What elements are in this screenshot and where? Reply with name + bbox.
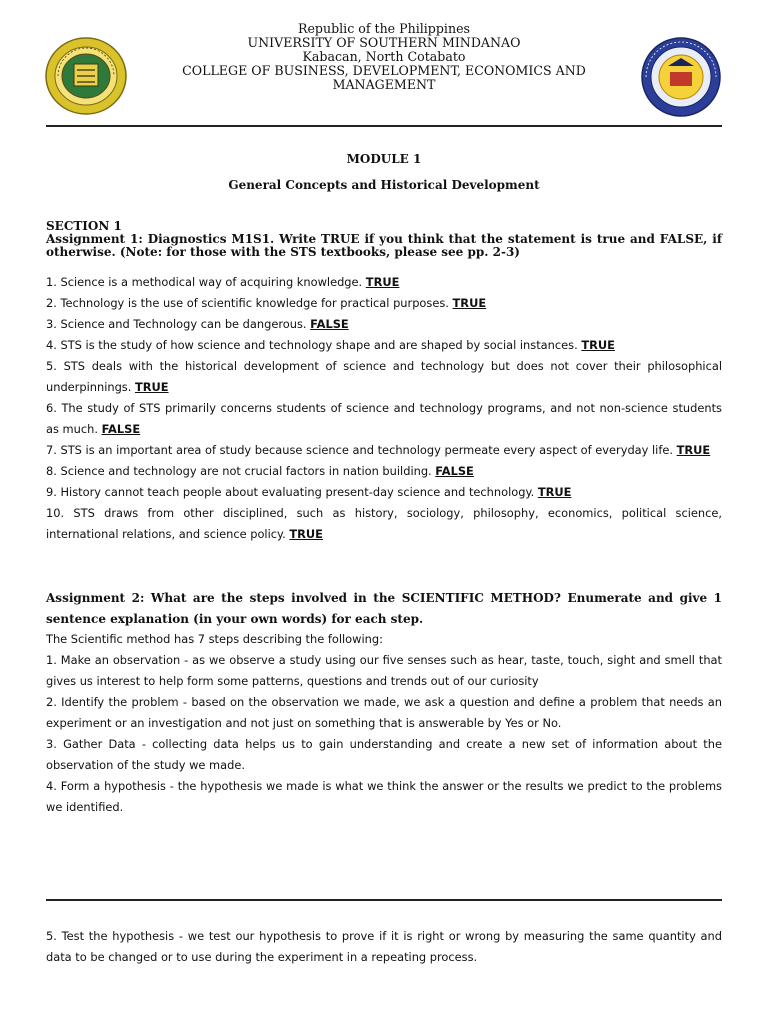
list-item: 1. Science is a methodical way of acquiring knowledge. TRUE bbox=[46, 275, 400, 289]
cbdem-seal-icon bbox=[640, 36, 722, 118]
list-item: 8. Science and technology are not crucial factors in nation building. FALSE bbox=[46, 464, 474, 478]
answer-badge: TRUE bbox=[676, 443, 711, 457]
header-divider bbox=[46, 125, 722, 127]
module-subtitle: General Concepts and Historical Development bbox=[228, 178, 540, 192]
assignment-1-items bbox=[46, 272, 722, 545]
list-item: 2. Technology is the use of scientific knowledge for practical purposes. TRUE bbox=[46, 296, 487, 310]
list-item: 1. Make an observation - as we observe a study using our five senses such as hear, taste, touch, sight and smell that gives us interest to help form some patterns, questions and trends out of our curiosity bbox=[46, 653, 722, 688]
header-text-block bbox=[150, 22, 618, 92]
list-item: 6. The study of STS primarily concerns students of science and technology programs, and not non-science students as much. FALSE bbox=[46, 401, 722, 436]
usm-seal-icon bbox=[44, 36, 128, 116]
answer-badge: FALSE bbox=[435, 464, 474, 478]
assignment-2-intro: The Scientific method has 7 steps describing the following: bbox=[46, 632, 383, 646]
answer-badge: TRUE bbox=[289, 527, 323, 541]
university-seal-logo bbox=[44, 36, 128, 116]
module-title: MODULE 1 bbox=[346, 152, 422, 166]
list-item: 3. Gather Data - collecting data helps us to gain understanding and create a new set of information about the observation of the study we made. bbox=[46, 737, 722, 772]
list-item: 4. Form a hypothesis - the hypothesis we made is what we think the answer or the results we predict to the problems we identified. bbox=[46, 779, 722, 814]
answer-badge: TRUE bbox=[537, 485, 572, 499]
list-item: 10. STS draws from other disciplined, such as history, sociology, philosophy, economics, political science, international relations, and science policy. TRUE bbox=[46, 506, 722, 541]
answer-badge: TRUE bbox=[452, 296, 487, 310]
header-republic: Republic of the Philippines bbox=[297, 21, 470, 36]
answer-badge: TRUE bbox=[365, 275, 400, 289]
header-college-cont: MANAGEMENT bbox=[332, 77, 436, 92]
answer-badge: TRUE bbox=[134, 380, 169, 394]
list-item: 9. History cannot teach people about evaluating present-day science and technology. TRUE bbox=[46, 485, 572, 499]
header-location: Kabacan, North Cotabato bbox=[302, 49, 466, 64]
list-item: 5. Test the hypothesis - we test our hypothesis to prove if it is right or wrong by measuring the same quantity and data to be changed or to use during the experiment in a repeating process. bbox=[46, 929, 722, 964]
list-item: 7. STS is an important area of study because science and technology permeate every aspect of everyday life. TRUE bbox=[46, 443, 711, 457]
page-break-divider bbox=[46, 899, 722, 901]
list-item: 4. STS is the study of how science and technology shape and are shaped by social instances. TRUE bbox=[46, 338, 615, 352]
answer-badge: FALSE bbox=[101, 422, 141, 436]
list-item: 2. Identify the problem - based on the observation we made, we ask a question and define a problem that needs an experiment or an investigation and not just on something that is answerable by Yes or No. bbox=[46, 695, 722, 730]
answer-badge: FALSE bbox=[310, 317, 349, 331]
list-item: 5. STS deals with the historical development of science and technology but does not cover their philosophical underpinnings. TRUE bbox=[46, 359, 722, 394]
section-1 bbox=[46, 220, 722, 259]
assignment-2-continued bbox=[46, 926, 722, 968]
answer-badge: TRUE bbox=[581, 338, 615, 352]
section-title: SECTION 1 bbox=[46, 219, 122, 233]
document-header bbox=[0, 22, 768, 102]
college-seal-logo bbox=[640, 36, 722, 118]
header-college: COLLEGE OF BUSINESS, DEVELOPMENT, ECONOMICS AND bbox=[182, 63, 586, 78]
assignment-2-heading: Assignment 2: What are the steps involved in the SCIENTIFIC METHOD? Enumerate and give 1 sentence explanation (in your own words) for each step. bbox=[46, 591, 722, 626]
list-item: 3. Science and Technology can be dangerous. FALSE bbox=[46, 317, 349, 331]
assignment-2-body bbox=[46, 629, 722, 818]
header-university: UNIVERSITY OF SOUTHERN MINDANAO bbox=[247, 35, 521, 50]
assignment-1-heading: Assignment 1: Diagnostics M1S1. Write TRUE if you think that the statement is true and FALSE, if otherwise. (Note: for those with the STS textbooks, please see pp. 2-3) bbox=[46, 232, 722, 259]
